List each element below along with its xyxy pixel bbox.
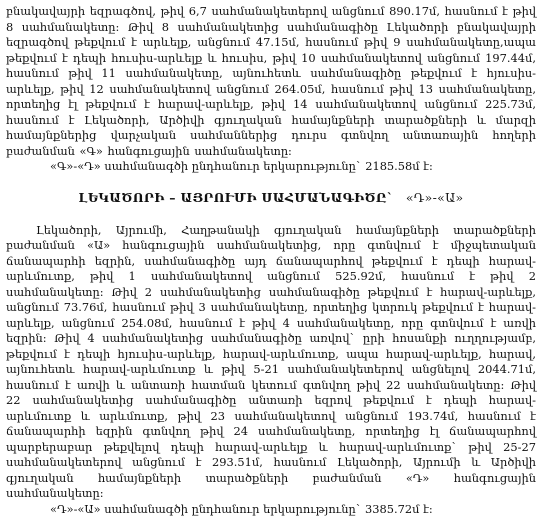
total-length-g-d: «Գ»-«Դ» սահմանագծի ընդհանուր երկարությունը` 2185.58մ է: <box>6 159 536 175</box>
section-heading <box>6 190 536 206</box>
spacer <box>6 175 536 190</box>
total-length-d-a: «Դ»-«Ա» սահմանագծի ընդհանուր երկարությունը` 3385.72մ է: <box>6 502 536 517</box>
spacer <box>6 206 536 223</box>
paragraph-2: Լեկածորի, Այրումի, Հաղթանակի գյուղական համայնքների տարածքների բաժանման «Ա» հանգուցային սահմանակետից, որը գտնվում է միջպետական ճանապարհի եզրին, սահմանագիծը այդ ճանապարհով թեքվում է դեպի հարավ-արևմուտք, թիվ 1 սահմանակետով անցնում 525.92մ, հասնում է թիվ 2 սահմանակետը: Թիվ 2 սահմանակետից սահմանագիծը թեքվում է հարավ-արևելք, անցնում 73.76մ, հասնում թիվ 3 սահմանակետը, որտեղից կտրուկ թեքվում է հարավ-արևելք, անցնում 254.08մ, հասնում է թիվ 4 սահմանակետը, որը գտնվում է առվի եզրին: Թիվ 4 սահմանակետից սահմանագիծը առվով` ըրի հոսանքի ուղղությամբ, թեքվում է դեպի հյուսիս-արևելք, հարավ-արևմուտք, ապա հարավ-արևելք, հարավ, այնուհետև հարավ-արևմուտք և թիվ 5-21 սահմանակետերով անցնելով 2044.71մ, հասնում է առվի և անտառի հատման կետում գտնվող թիվ 22 սահմանակետը: Թիվ 22 սահմանակետից սահմանագիծը անտառի եզրով թեքվում է դեպի հարավ-արևմուտք և արևմուտք, թիվ 23 սահմանակետով անցնում 193.74մ, հասնում է ճանապարհի եզրին գտնվող թիվ 24 սահմանակետը, որտեղից էլ ճանապարհով պարբերաբար թեքվելով դեպի հարավ-արևելք և հարավ-արևմուտք` թիվ 25-27 սահմանակետերով անցնում է 293.51մ, հասնում Լեկածորի, Այրումի և Արծիվի գյուղական համայնքների տարածքների բաժանման «Դ» հանգուցային սահմանակետը: <box>6 223 536 502</box>
section-heading-segment: «Դ»-«Ա» <box>406 190 464 205</box>
paragraph-1: բնակավայրի եզրագծով, թիվ 6,7 սահմանակետերով անցնում 890.17մ, հասնում է թիվ 8 սահմանակետը: Թիվ 8 սահմանակետից սահմանագիծը Լեկածորի բնակավայրի եզրագծով թեքվում է արևելք, անցնում 47.15մ, հասնում թիվ 9 սահմանակետը,ապա թեքվում է դեպի հուսիս-արևելք և հուսիս, թիվ 10 սահմանակետով անցնում 197.44մ, հասնում թիվ 11 սահմանակետը, այնուհետև սահմանագիծը թեքվում է հյուսիս-արևելք, թիվ 12 սահմանակետով անցնում 264.05մ, հասնում թիվ 13 սահմանակետը, որտեղից էլ թեքվում է հարավ-արևելք, թիվ 14 սահմանակետով անցնում 225.73մ, հասնում է Լեկածորի, Արծիվի գյուղական համայնքների տարածքների և մարզի համայնքներից վարչական սահմաններից դուրս գտնվող անտառային հողերի բաժանման «Գ» հանգուցային սահմանակետը: <box>6 4 536 159</box>
section-heading-title: ԼԵԿԱԾՈՐԻ – ԱՅՐՈՒՄԻ ՍԱՀՄԱՆԱԳԻԾԸ` <box>79 190 394 205</box>
